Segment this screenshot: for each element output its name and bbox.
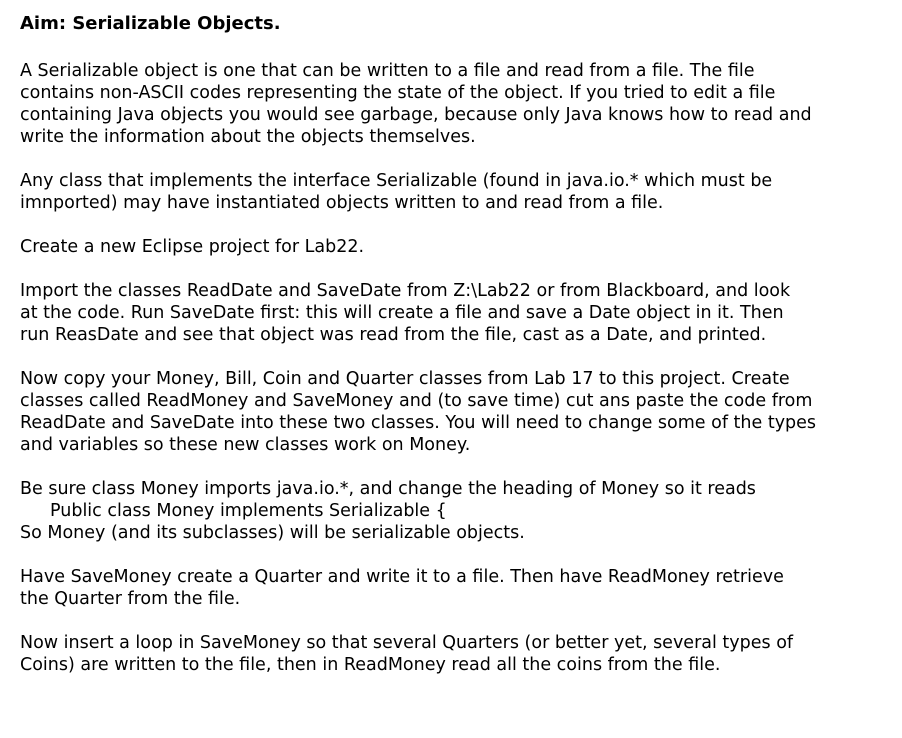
paragraph-serializable-intro (20, 60, 890, 148)
text-line: A Serializable object is one that can be written to a file and read from a file. The file (20, 61, 755, 81)
code-line: Public class Money implements Serializable { (50, 501, 447, 521)
text-line: the Quarter from the file. (20, 589, 241, 609)
text-line: Import the classes ReadDate and SaveDate from Z:\Lab22 or from Blackboard, and look (20, 281, 791, 301)
text-line: Now insert a loop in SaveMoney so that several Quarters (or better yet, several types of (20, 633, 794, 653)
paragraph-loop (20, 632, 890, 676)
paragraph-copy-money (20, 368, 890, 456)
text-line: contains non-ASCII codes representing the state of the object. If you tried to edit a file (20, 83, 776, 103)
text-line: imnported) may have instantiated objects written to and read from a file. (20, 193, 664, 213)
text-line: Be sure class Money imports java.io.*, and change the heading of Money so it reads (20, 479, 756, 499)
text-line: So Money (and its subclasses) will be serializable objects. (20, 523, 525, 543)
text-line: Coins) are written to the file, then in ReadMoney read all the coins from the file. (20, 655, 721, 675)
paragraph-interface (20, 170, 890, 214)
page-title: Aim: Serializable Objects. (20, 13, 281, 34)
text-line: classes called ReadMoney and SaveMoney and (to save time) cut ans paste the code from (20, 391, 813, 411)
text-line: at the code. Run SaveDate first: this will create a file and save a Date object in it. Then (20, 303, 784, 323)
text-line: Have SaveMoney create a Quarter and write it to a file. Then have ReadMoney retrieve (20, 567, 784, 587)
paragraph-import-classes (20, 280, 890, 346)
text-line: run ReasDate and see that object was read from the file, cast as a Date, and printed. (20, 325, 767, 345)
text-line: Any class that implements the interface Serializable (found in java.io.* which must be (20, 171, 773, 191)
paragraph-money-imports (20, 478, 890, 544)
text-line: and variables so these new classes work on Money. (20, 435, 471, 455)
document (20, 12, 890, 698)
paragraph-create-project (20, 236, 890, 258)
text-line: write the information about the objects themselves. (20, 127, 476, 147)
text-line: containing Java objects you would see garbage, because only Java knows how to read and (20, 105, 812, 125)
paragraph-save-quarter (20, 566, 890, 610)
text-line: Now copy your Money, Bill, Coin and Quarter classes from Lab 17 to this project. Create (20, 369, 790, 389)
text-line: Create a new Eclipse project for Lab22. (20, 237, 365, 257)
text-line: ReadDate and SaveDate into these two classes. You will need to change some of the types (20, 413, 817, 433)
